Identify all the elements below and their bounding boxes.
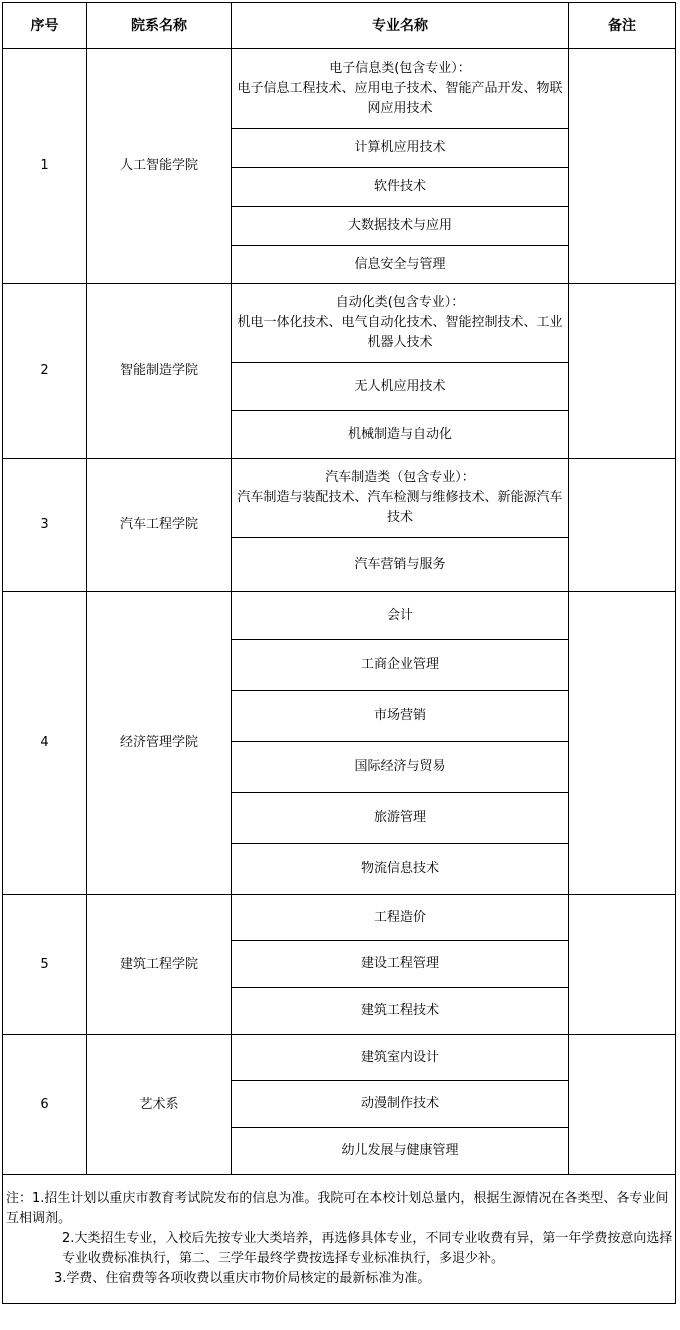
table-body [3, 49, 676, 1175]
remark-cell [569, 1035, 676, 1175]
remark-cell [569, 895, 676, 1035]
college-cell: 人工智能学院 [87, 49, 232, 284]
major-cell: 国际经济与贸易 [232, 742, 569, 793]
note-3: 3.学费、住宿费等各项收费以重庆市物价局核定的最新标准为准。 [54, 1271, 431, 1286]
seq-cell: 5 [3, 895, 87, 1035]
major-cell: 会计 [232, 592, 569, 640]
college-cell: 汽车工程学院 [87, 459, 232, 592]
notes-row [3, 1175, 676, 1304]
enrollment-table [2, 2, 676, 1304]
major-cell: 信息安全与管理 [232, 246, 569, 284]
major-cell: 汽车制造类（包含专业）： 汽车制造与装配技术、汽车检测与维修技术、新能源汽车技术 [232, 459, 569, 538]
major-cell: 建筑室内设计 [232, 1035, 569, 1081]
notes-cell [3, 1175, 676, 1304]
header-seq: 序号 [3, 3, 87, 49]
major-cell: 工商企业管理 [232, 640, 569, 691]
table-row [3, 49, 676, 129]
college-cell: 建筑工程学院 [87, 895, 232, 1035]
college-cell: 经济管理学院 [87, 592, 232, 895]
seq-cell: 3 [3, 459, 87, 592]
table-row [3, 284, 676, 363]
college-cell: 智能制造学院 [87, 284, 232, 459]
note-2: 2.大类招生专业，入校后先按专业大类培养，再选修具体专业，不同专业收费有异，第一年学费按意向选择专业收费标准执行，第二、三学年最终学费按选择专业标准执行，多退少补。 [62, 1231, 673, 1266]
seq-cell: 6 [3, 1035, 87, 1175]
remark-cell [569, 592, 676, 895]
remark-cell [569, 284, 676, 459]
seq-cell: 1 [3, 49, 87, 284]
note-1: 注：1.招生计划以重庆市教育考试院发布的信息为准。我院可在本校计划总量内，根据生源情况在各类型、各专业间互相调剂。 [6, 1191, 669, 1226]
major-cell: 软件技术 [232, 168, 569, 207]
major-cell: 自动化类(包含专业）： 机电一体化技术、电气自动化技术、智能控制技术、工业机器人技术 [232, 284, 569, 363]
major-cell: 动漫制作技术 [232, 1081, 569, 1128]
major-cell: 计算机应用技术 [232, 129, 569, 168]
major-cell: 大数据技术与应用 [232, 207, 569, 246]
table-row [3, 592, 676, 640]
major-cell: 幼儿发展与健康管理 [232, 1128, 569, 1175]
seq-cell: 4 [3, 592, 87, 895]
remark-cell [569, 49, 676, 284]
major-cell: 工程造价 [232, 895, 569, 941]
college-cell: 艺术系 [87, 1035, 232, 1175]
header-major: 专业名称 [232, 3, 569, 49]
table-row [3, 1035, 676, 1081]
table-row [3, 459, 676, 538]
remark-cell [569, 459, 676, 592]
major-cell: 电子信息类(包含专业）： 电子信息工程技术、应用电子技术、智能产品开发、物联网应用技术 [232, 49, 569, 129]
header-row [3, 3, 676, 49]
major-cell: 汽车营销与服务 [232, 538, 569, 592]
major-cell: 无人机应用技术 [232, 363, 569, 411]
table-row [3, 895, 676, 941]
seq-cell: 2 [3, 284, 87, 459]
major-cell: 市场营销 [232, 691, 569, 742]
major-cell: 建筑工程技术 [232, 988, 569, 1035]
major-cell: 物流信息技术 [232, 844, 569, 895]
header-college: 院系名称 [87, 3, 232, 49]
major-cell: 机械制造与自动化 [232, 411, 569, 459]
major-cell: 旅游管理 [232, 793, 569, 844]
header-remark: 备注 [569, 3, 676, 49]
major-cell: 建设工程管理 [232, 941, 569, 988]
